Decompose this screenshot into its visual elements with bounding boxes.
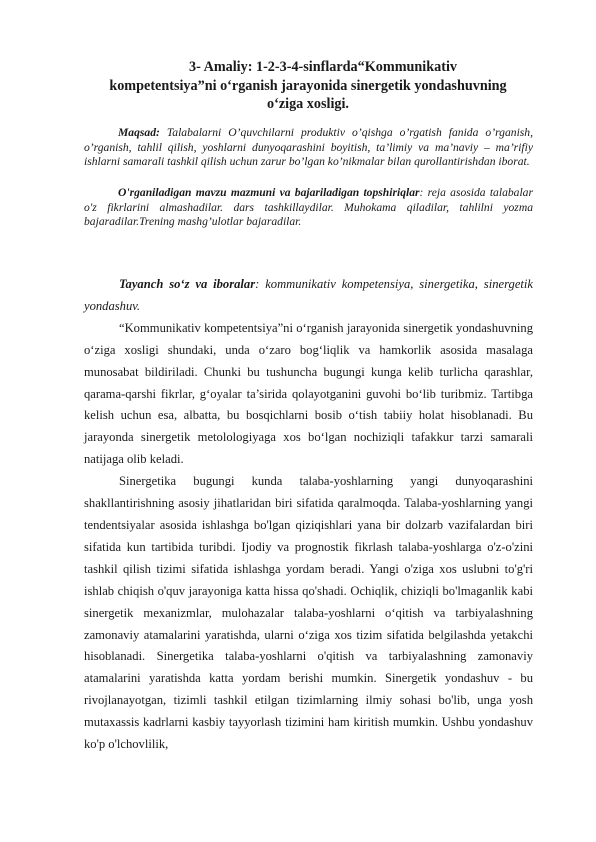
tasks-text: : reja asosida talabalar o'z fikrlarini almashadilar. dars tashkillaydilar. Muhokama qiladilar, tahlilni yozma bajaradilar.Trening mashg’ulotlar bajaradilar.: [84, 186, 533, 229]
title-line-3: o‘ziga xosligi.: [267, 96, 349, 112]
body-text: [84, 274, 533, 756]
keywords-text: : kommunikativ kompetensiya, sinergetika, sinergetik yondashuv.: [84, 277, 533, 313]
body-paragraph-1: “Kommunikativ kompetentsiya”ni o‘rganish jarayonida sinergetik yondashuvning o‘ziga xosligi shundaki, unda o‘zaro bog‘liqlik va hamkorlik asosida masalaga munosabat bildiriladi. Chunki bu tushuncha bugungi kunga kelib turlicha qarashlar, qarama-qarshi fikrlar, g‘oyalar ta’sirida qolayotganini guvohi bo‘lib turibmiz. Tartibga kelish uchun esa, albatta, bu bosqichlarni bosib o‘tish tabiiy holat hisoblanadi. Bu jarayonda sinergetik metolologiyaga xos bo‘lgan nochiziqli tafakkur tarzi samarali natijaga olib keladi.: [84, 320, 533, 467]
tasks-section: [84, 186, 533, 230]
body-paragraph-2: Sinergetika bugungi kunda talaba-yoshlarning yangi dunyoqarashini shakllantirishning asosiy jihatlaridan biri sifatida qaralmoqda. Talaba-yoshlarning yangi tendentsiyalar asosida ishlashga bo'lgan qiziqishlari yana bir dolzarb vazifalardan biri sifatida kun tartibida turibdi. Ijodiy va prognostik fikrlash talaba-yoshlarga o'z-o'zini tashkil qilish tizimi sifatida ishlashga yordam beradi. Yangi o'ziga xos uslubni to'g'ri ishlab chiqish o'quv jarayoniga katta hissa qo'shadi. Ochiqlik, chiziqli bo'lmaganlik kabi sinergetik mexanizmlar, mulohazalar talaba-yoshlarni o‘qitish va tarbiyalashning zamonaviy atamalarini yaratishda, ularni o‘ziga xos tizim sifatida belgilashda yetakchi hisoblanadi. Sinergetika talaba-yoshlarni o'qitish va tarbiyalashning zamonaviy atamalarini yaratishda katta yordam berishi mumkin. Sinergetik yondashuv - bu rivojlanayotgan, tizimli tashkil etilgan tizimlarning ilmiy sohasi bo'lib, unga yosh mutaxassis kadrlarni kasbiy tayyorlash tizimini ham kiritish mumkin. Ushbu yondashuv ko'p o'lchovlilik,: [84, 474, 533, 752]
keywords-label: Tayanch so‘z va iboralar: [119, 277, 256, 291]
goal-text: Talabalarni O’quvchilarni produktiv o’qishga o’rgatish fanida o’rganish, o’rganish, tahlil qilish, yoshlarni dunyoqarashini boyitish, ta’limiy va ma’naviy – ma’rifiy ishlarni samarali tashkil qilish uchun zarur bo’lgan ko’nikmalar bilan qurollantirishdan iborat.: [84, 126, 533, 169]
goal-label: Maqsad:: [118, 126, 160, 139]
keywords-paragraph: [84, 274, 533, 318]
title-line-1: 3- Amaliy: 1-2-3-4-sinflarda“Kommunikativ: [189, 59, 457, 75]
goal-section: [84, 126, 533, 170]
tasks-paragraph: [84, 186, 533, 230]
goal-paragraph: [84, 126, 533, 170]
page-title: [90, 58, 526, 114]
title-line-2: kompetentsiya”ni o‘rganish jarayonida sinergetik yondashuvning: [109, 77, 507, 94]
tasks-label: O'rganiladigan mavzu mazmuni va bajariladigan topshiriqlar: [118, 186, 420, 199]
